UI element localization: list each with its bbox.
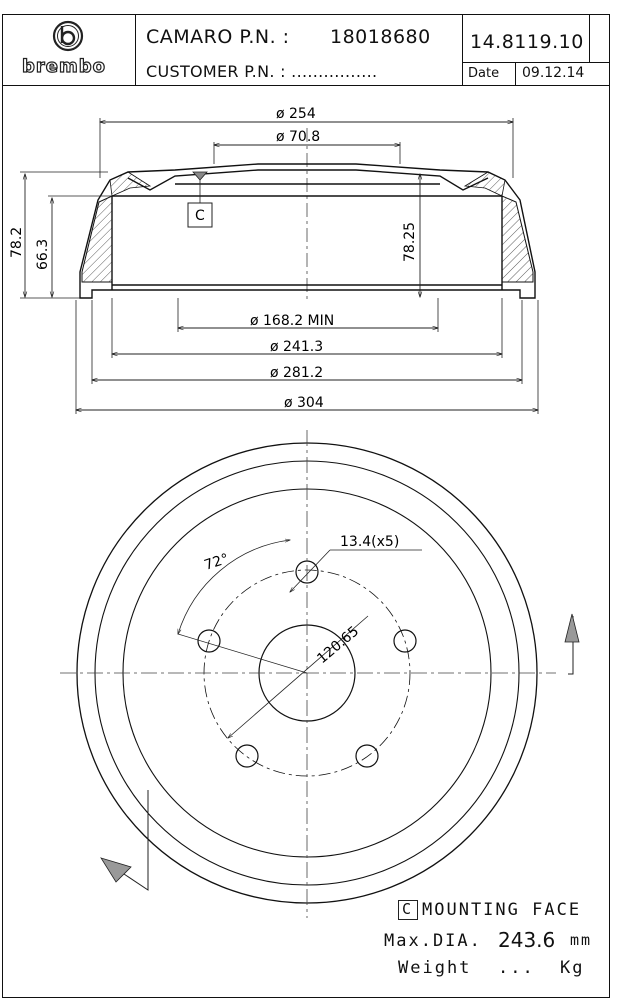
left-flange-hatch <box>110 172 150 196</box>
brembo-part-number: 14.8119.10 <box>470 31 584 53</box>
rotation-arrowhead-right <box>565 614 579 642</box>
dim-281-2: ø 281.2 <box>270 365 324 381</box>
dim-height-78-25: 78.25 <box>402 221 418 262</box>
angle-72-label: 72° <box>202 550 231 574</box>
weight-value: ... <box>498 958 535 978</box>
date-label: Date <box>468 66 500 81</box>
max-dia-unit: mm <box>570 931 593 949</box>
dim-height-78-2: 78.2 <box>9 226 25 258</box>
customer-part-number-label: CUSTOMER P.N. : ................ <box>146 62 378 81</box>
dim-168-2-min: ø 168.2 MIN <box>250 313 335 329</box>
max-dia-value: 243.6 <box>498 928 556 952</box>
angle-arc-72 <box>178 540 290 634</box>
dim-241-3: ø 241.3 <box>270 339 324 355</box>
dim-254: ø 254 <box>276 106 316 122</box>
weight-label: Weight <box>398 958 472 978</box>
max-dia-label: Max.DIA. <box>384 931 482 951</box>
left-wall-hatch <box>82 196 112 282</box>
right-flange-hatch <box>465 172 505 196</box>
datum-c-label: C <box>195 208 205 224</box>
brembo-logo-text: brembo <box>22 56 106 77</box>
mounting-face-box-letter: C <box>402 900 412 918</box>
bolt-hole-2 <box>394 630 416 652</box>
front-center-lines <box>60 430 556 918</box>
date-value: 09.12.14 <box>522 65 585 81</box>
bolt-hole-3 <box>356 745 378 767</box>
dim-70-8: ø 70.8 <box>276 129 321 145</box>
hole-size-label: 13.4(x5) <box>340 534 400 550</box>
dim-height-66-3: 66.3 <box>35 238 51 270</box>
drum-section-profile <box>80 164 535 298</box>
pcd-label: 120.65 <box>314 623 363 668</box>
model-label: CAMARO P.N. : <box>146 26 290 48</box>
model-part-number: 18018680 <box>330 26 431 48</box>
rotation-arrowhead-left <box>101 858 131 882</box>
weight-unit: Kg <box>560 958 585 978</box>
datum-c-triangle <box>193 172 207 180</box>
bolt-hole-4 <box>236 745 258 767</box>
mounting-face-note: MOUNTING FACE <box>422 900 582 920</box>
dim-304: ø 304 <box>284 395 324 411</box>
angle-ray <box>178 634 307 673</box>
